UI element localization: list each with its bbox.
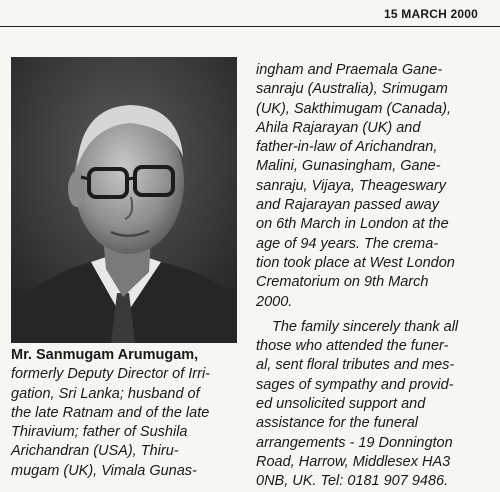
text-line: mugam (UK), Vimala Gunas- [11, 462, 197, 479]
text-line: (UK), Sakthimugam (Canada), [256, 100, 452, 117]
header-rule [0, 26, 500, 27]
text-line: ingham and Praemala Gane- [256, 62, 443, 78]
text-line: father-in-law of Arichandran, [256, 139, 438, 156]
obituary-left-column [11, 346, 237, 481]
text-line: Malini, Gunasingham, Gane- [256, 158, 441, 175]
text-line: those who attended the funer- [256, 338, 449, 355]
text-line: formerly Deputy Director of Irri- [11, 366, 211, 383]
issue-date: 15 MARCH 2000 [384, 7, 478, 21]
text-line: arrangements - 19 Donnington [256, 434, 453, 451]
text-line: sanraju (Australia), Srimugam [256, 81, 448, 98]
text-line: 2000. [256, 293, 293, 310]
text-line: age of 94 years. The crema- [256, 235, 439, 252]
text-line: the late Ratnam and of the late [11, 404, 210, 421]
text-line: tion took place at West London [256, 254, 455, 271]
portrait-photo [11, 57, 237, 343]
text-line: sages of sympathy and provid- [256, 376, 454, 393]
text-line: al, sent floral tributes and mes- [256, 357, 455, 374]
deceased-name: Mr. Sanmugam Arumugam, [11, 347, 199, 363]
text-line: Arichandran (USA), Thiru- [11, 443, 179, 460]
text-line: Road, Harrow, Middlesex HA3 [256, 453, 451, 470]
text-line: 0NB, UK. Tel: 0181 907 9486. [256, 473, 449, 490]
text-line: The family sincerely thank all [272, 318, 459, 335]
text-line: Crematorium on 9th March [256, 274, 429, 291]
text-line: assistance for the funeral [256, 415, 419, 432]
text-line: on 6th March in London at the [256, 216, 449, 233]
text-line: Thiravium; father of Sushila [11, 424, 188, 441]
text-line: ed unsolicited support and [256, 396, 426, 413]
text-line: gation, Sri Lanka; husband of [11, 385, 200, 402]
text-line: and Rajarayan passed away [256, 197, 439, 214]
obituary-right-column [256, 61, 485, 492]
text-line: Ahila Rajarayan (UK) and [256, 119, 421, 136]
text-line: sanraju, Vijaya, Theageswary [256, 177, 446, 194]
